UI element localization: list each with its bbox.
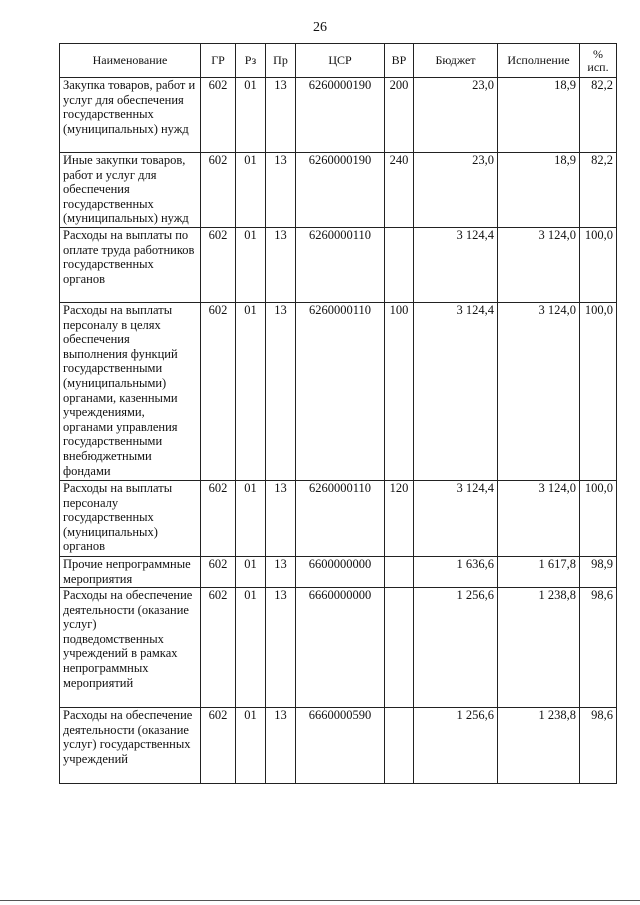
header-rz: Рз	[236, 44, 266, 78]
header-vr: ВР	[385, 44, 414, 78]
row-vr	[385, 588, 414, 708]
row-name: Расходы на обеспечение деятельности (оказание услуг) государственных учреждений	[60, 708, 201, 784]
row-vr	[385, 557, 414, 588]
row-percent: 100,0	[580, 228, 617, 303]
row-name: Расходы на выплаты персоналу государственных (муниципальных) органов	[60, 481, 201, 557]
row-rz: 01	[236, 78, 266, 153]
row-gr: 602	[201, 708, 236, 784]
row-gr: 602	[201, 481, 236, 557]
header-percent-symbol: %	[593, 46, 603, 61]
row-vr: 120	[385, 481, 414, 557]
row-gr: 602	[201, 588, 236, 708]
header-percent-label: исп.	[587, 59, 609, 74]
row-csr: 6260000190	[296, 153, 385, 228]
page-number: 26	[313, 20, 327, 35]
row-percent: 100,0	[580, 303, 617, 481]
table-row	[60, 557, 617, 588]
row-execution: 18,9	[498, 78, 580, 153]
header-gr: ГР	[201, 44, 236, 78]
row-percent: 100,0	[580, 481, 617, 557]
table-header-row	[60, 44, 617, 78]
row-budget: 3 124,4	[414, 481, 498, 557]
row-csr: 6260000110	[296, 481, 385, 557]
row-name: Иные закупки товаров, работ и услуг для обеспечения государственных (муниципальных) нужд	[60, 153, 201, 228]
row-execution: 1 238,8	[498, 588, 580, 708]
row-pr: 13	[266, 708, 296, 784]
row-budget: 23,0	[414, 78, 498, 153]
header-execution: Исполнение	[498, 44, 580, 78]
header-pr: Пр	[266, 44, 296, 78]
row-gr: 602	[201, 78, 236, 153]
row-execution: 1 617,8	[498, 557, 580, 588]
row-budget: 1 256,6	[414, 708, 498, 784]
table-row	[60, 78, 617, 153]
row-pr: 13	[266, 557, 296, 588]
row-rz: 01	[236, 557, 266, 588]
row-rz: 01	[236, 228, 266, 303]
row-rz: 01	[236, 481, 266, 557]
row-budget: 23,0	[414, 153, 498, 228]
row-vr: 100	[385, 303, 414, 481]
row-csr: 6660000590	[296, 708, 385, 784]
table-row	[60, 481, 617, 557]
row-execution: 1 238,8	[498, 708, 580, 784]
table-row	[60, 153, 617, 228]
row-percent: 98,6	[580, 708, 617, 784]
row-csr: 6600000000	[296, 557, 385, 588]
row-name: Расходы на выплаты персоналу в целях обеспечения выполнения функций государственными (муниципальными) органами, казенными учреждениями, органами управления государственными внебюджетными фондами	[60, 303, 201, 481]
row-csr: 6660000000	[296, 588, 385, 708]
budget-execution-table	[59, 43, 617, 784]
row-gr: 602	[201, 228, 236, 303]
header-budget: Бюджет	[414, 44, 498, 78]
row-csr: 6260000110	[296, 228, 385, 303]
row-percent: 98,9	[580, 557, 617, 588]
page-edge-rule	[0, 900, 640, 901]
row-execution: 3 124,0	[498, 228, 580, 303]
row-vr	[385, 708, 414, 784]
row-gr: 602	[201, 557, 236, 588]
row-name: Расходы на обеспечение деятельности (оказание услуг) подведомственных учреждений в рамках непрограммных мероприятий	[60, 588, 201, 708]
row-rz: 01	[236, 588, 266, 708]
header-name: Наименование	[60, 44, 201, 78]
row-gr: 602	[201, 153, 236, 228]
row-vr: 240	[385, 153, 414, 228]
header-csr: ЦСР	[296, 44, 385, 78]
row-percent: 98,6	[580, 588, 617, 708]
row-vr	[385, 228, 414, 303]
row-pr: 13	[266, 303, 296, 481]
row-execution: 18,9	[498, 153, 580, 228]
row-vr: 200	[385, 78, 414, 153]
row-execution: 3 124,0	[498, 303, 580, 481]
row-csr: 6260000190	[296, 78, 385, 153]
row-budget: 1 636,6	[414, 557, 498, 588]
table-row	[60, 588, 617, 708]
row-csr: 6260000110	[296, 303, 385, 481]
row-pr: 13	[266, 588, 296, 708]
row-rz: 01	[236, 303, 266, 481]
table-row	[60, 708, 617, 784]
row-budget: 3 124,4	[414, 228, 498, 303]
row-name: Расходы на выплаты по оплате труда работников государственных органов	[60, 228, 201, 303]
row-execution: 3 124,0	[498, 481, 580, 557]
row-percent: 82,2	[580, 153, 617, 228]
row-budget: 3 124,4	[414, 303, 498, 481]
row-rz: 01	[236, 708, 266, 784]
row-pr: 13	[266, 153, 296, 228]
row-gr: 602	[201, 303, 236, 481]
header-percent	[580, 44, 617, 78]
table-row	[60, 303, 617, 481]
row-name: Закупка товаров, работ и услуг для обеспечения государственных (муниципальных) нужд	[60, 78, 201, 153]
row-budget: 1 256,6	[414, 588, 498, 708]
table-row	[60, 228, 617, 303]
row-pr: 13	[266, 228, 296, 303]
row-pr: 13	[266, 78, 296, 153]
row-pr: 13	[266, 481, 296, 557]
row-name: Прочие непрограммные мероприятия	[60, 557, 201, 588]
row-rz: 01	[236, 153, 266, 228]
row-percent: 82,2	[580, 78, 617, 153]
